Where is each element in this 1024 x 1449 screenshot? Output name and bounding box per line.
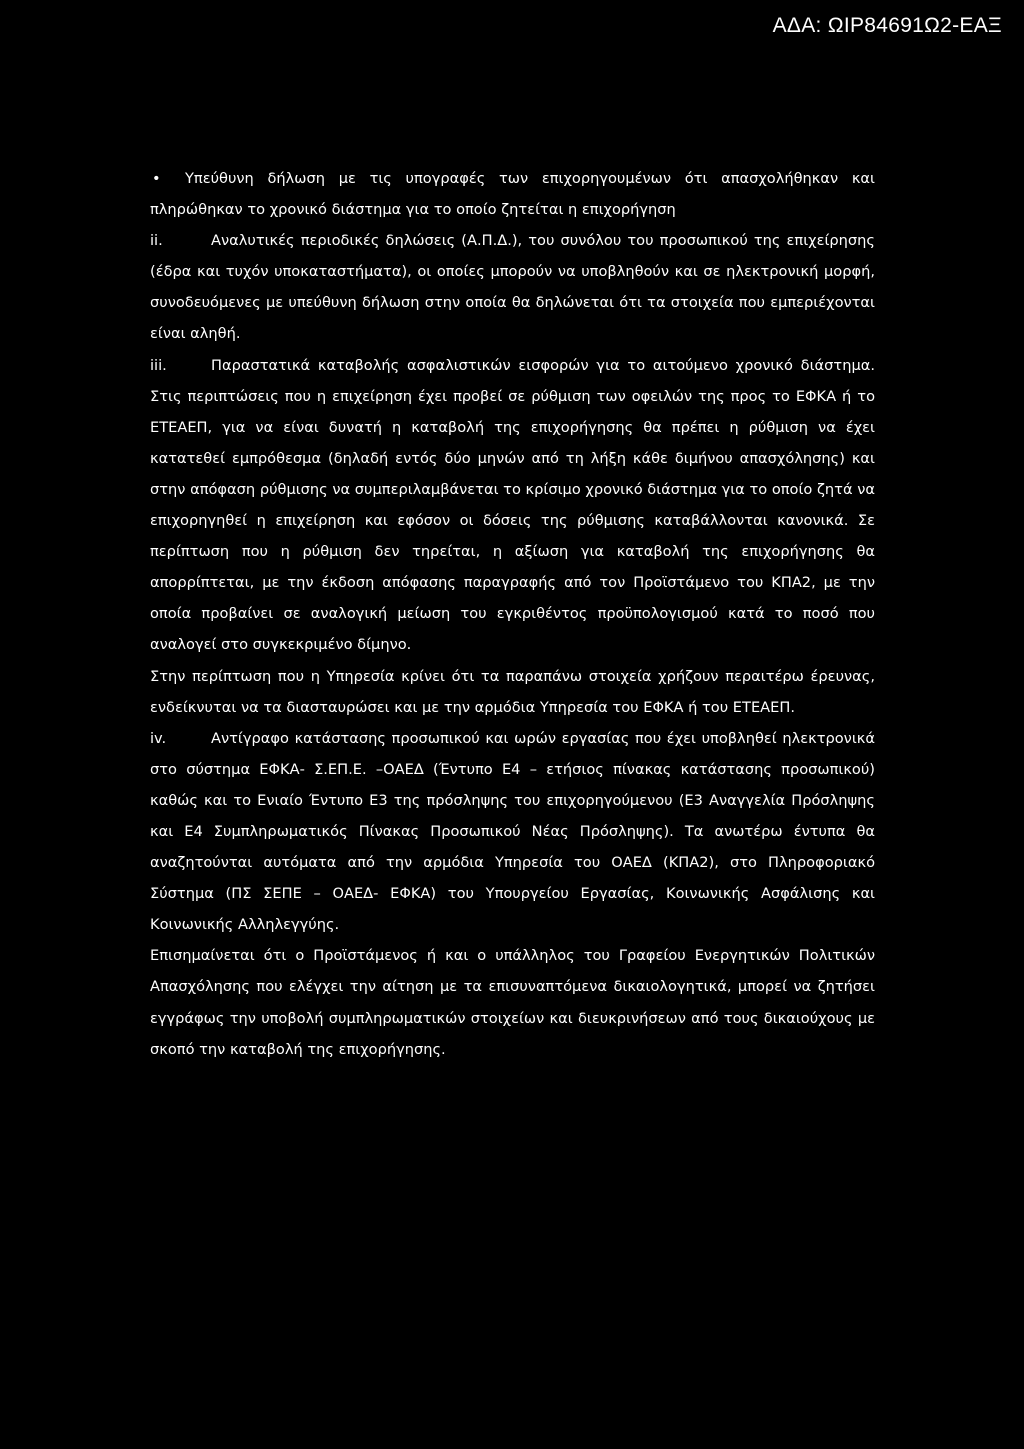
item-iv-number: iv. <box>150 729 167 747</box>
paragraph-service-check: Στην περίπτωση που η Υπηρεσία κρίνει ότι τα παραπάνω στοιχεία χρήζουν περαιτέρω έρευνας, ενδείκνυται να τα διασταυρώσει και με την αρμόδια Υπηρεσία του ΕΦΚΑ ή του ΕΤΕΑΕΠ. <box>150 667 875 716</box>
bullet-text: Υπεύθυνη δήλωση με τις υπογραφές των επιχορηγουμένων ότι απασχολήθηκαν και πληρώθηκαν το χρονικό διάστημα για το οποίο ζητείται η επιχορήγηση <box>150 170 875 219</box>
item-ii-text: Αναλυτικές περιοδικές δηλώσεις (Α.Π.Δ.), του συνόλου του προσωπικού της επιχείρησης (έδρα και τυχόν υποκαταστήματα), οι οποίες μπορούν να υποβληθούν και σε ηλεκτρονική μορφή, συνοδευόμενες με υπεύθυνη δήλωση στην οποία θα δηλώνεται ότι τα στοιχεία που εμπεριέχονται είναι αληθή. <box>150 232 875 343</box>
bullet-marker: • <box>152 170 161 187</box>
bullet-item-declaration <box>150 163 875 225</box>
ada-code: ΑΔΑ: ΩΙΡ84691Ω2-ΕΑΞ <box>772 14 1002 37</box>
item-iv <box>150 723 875 941</box>
item-iv-text: Αντίγραφο κατάστασης προσωπικού και ωρών εργασίας που έχει υποβληθεί ηλεκτρονικά στο σύστημα ΕΦΚΑ- Σ.ΕΠ.Ε. –ΟΑΕΔ (Έντυπο Ε4 – ετήσιος πίνακας κατάστασης προσωπικού) καθώς και το Ενιαίο Έντυπο Ε3 της πρόσληψης του επιχορηγούμενου (Ε3 Αναγγελία Πρόσληψης και Ε4 Συμπληρωματικός Πίνακας Προσωπικού Νέας Πρόσληψης). Τα ανωτέρω έντυπα θα αναζητούνται αυτόματα από την αρμόδια Υπηρεσία του ΟΑΕΔ (ΚΠΑ2), στο Πληροφοριακό Σύστημα (ΠΣ ΣΕΠΕ – ΟΑΕΔ- ΕΦΚΑ) του Υπουργείου Εργασίας, Κοινωνικής Ασφάλισης και Κοινωνικής Αλληλεγγύης. <box>150 729 875 934</box>
item-ii <box>150 225 875 349</box>
item-iii-number: iii. <box>150 356 167 374</box>
document-body <box>150 163 875 1065</box>
paragraph-note: Επισημαίνεται ότι ο Προϊστάμενος ή και ο υπάλληλος του Γραφείου Ενεργητικών Πολιτικών Απασχόλησης που ελέγχει την αίτηση με τα επισυναπτόμενα δικαιολογητικά, μπορεί να ζητήσει εγγράφως την υποβολή συμπληρωματικών στοιχείων και διευκρινήσεων από τους δικαιούχους με σκοπό την καταβολή της επιχορήγησης. <box>150 947 875 1058</box>
item-ii-number: ii. <box>150 232 163 250</box>
item-iii <box>150 350 875 661</box>
item-iii-text: Παραστατικά καταβολής ασφαλιστικών εισφορών για το αιτούμενο χρονικό διάστημα. Στις περιπτώσεις που η επιχείρηση έχει προβεί σε ρύθμιση των οφειλών της προς το ΕΦΚΑ ή το ΕΤΕΑΕΠ, για να είναι δυνατή η καταβολή της επιχορήγησης θα πρέπει η ρύθμιση να έχει κατατεθεί εμπρόθεσμα (δηλαδή εντός δύο μηνών από τη λήξη κάθε διμήνου απασχόλησης) και στην απόφαση ρύθμισης να συμπεριλαμβάνεται το κρίσιμο χρονικό διάστημα για το οποίο ζητά να επιχορηγηθεί η επιχείρηση και εφόσον οι δόσεις της ρύθμισης καταβάλλονται κανονικά. Σε περίπτωση που η ρύθμιση δεν τηρείται, η αξίωση για καταβολή της επιχορήγησης θα απορρίπτεται, με την έκδοση απόφασης παραγραφής από τον Προϊστάμενο του ΚΠΑ2, με την οποία προβαίνει σε αναλογική μείωση του εγκριθέντος προϋπολογισμού κατά το ποσό που αναλογεί στο συγκεκριμένο δίμηνο. <box>150 356 875 654</box>
